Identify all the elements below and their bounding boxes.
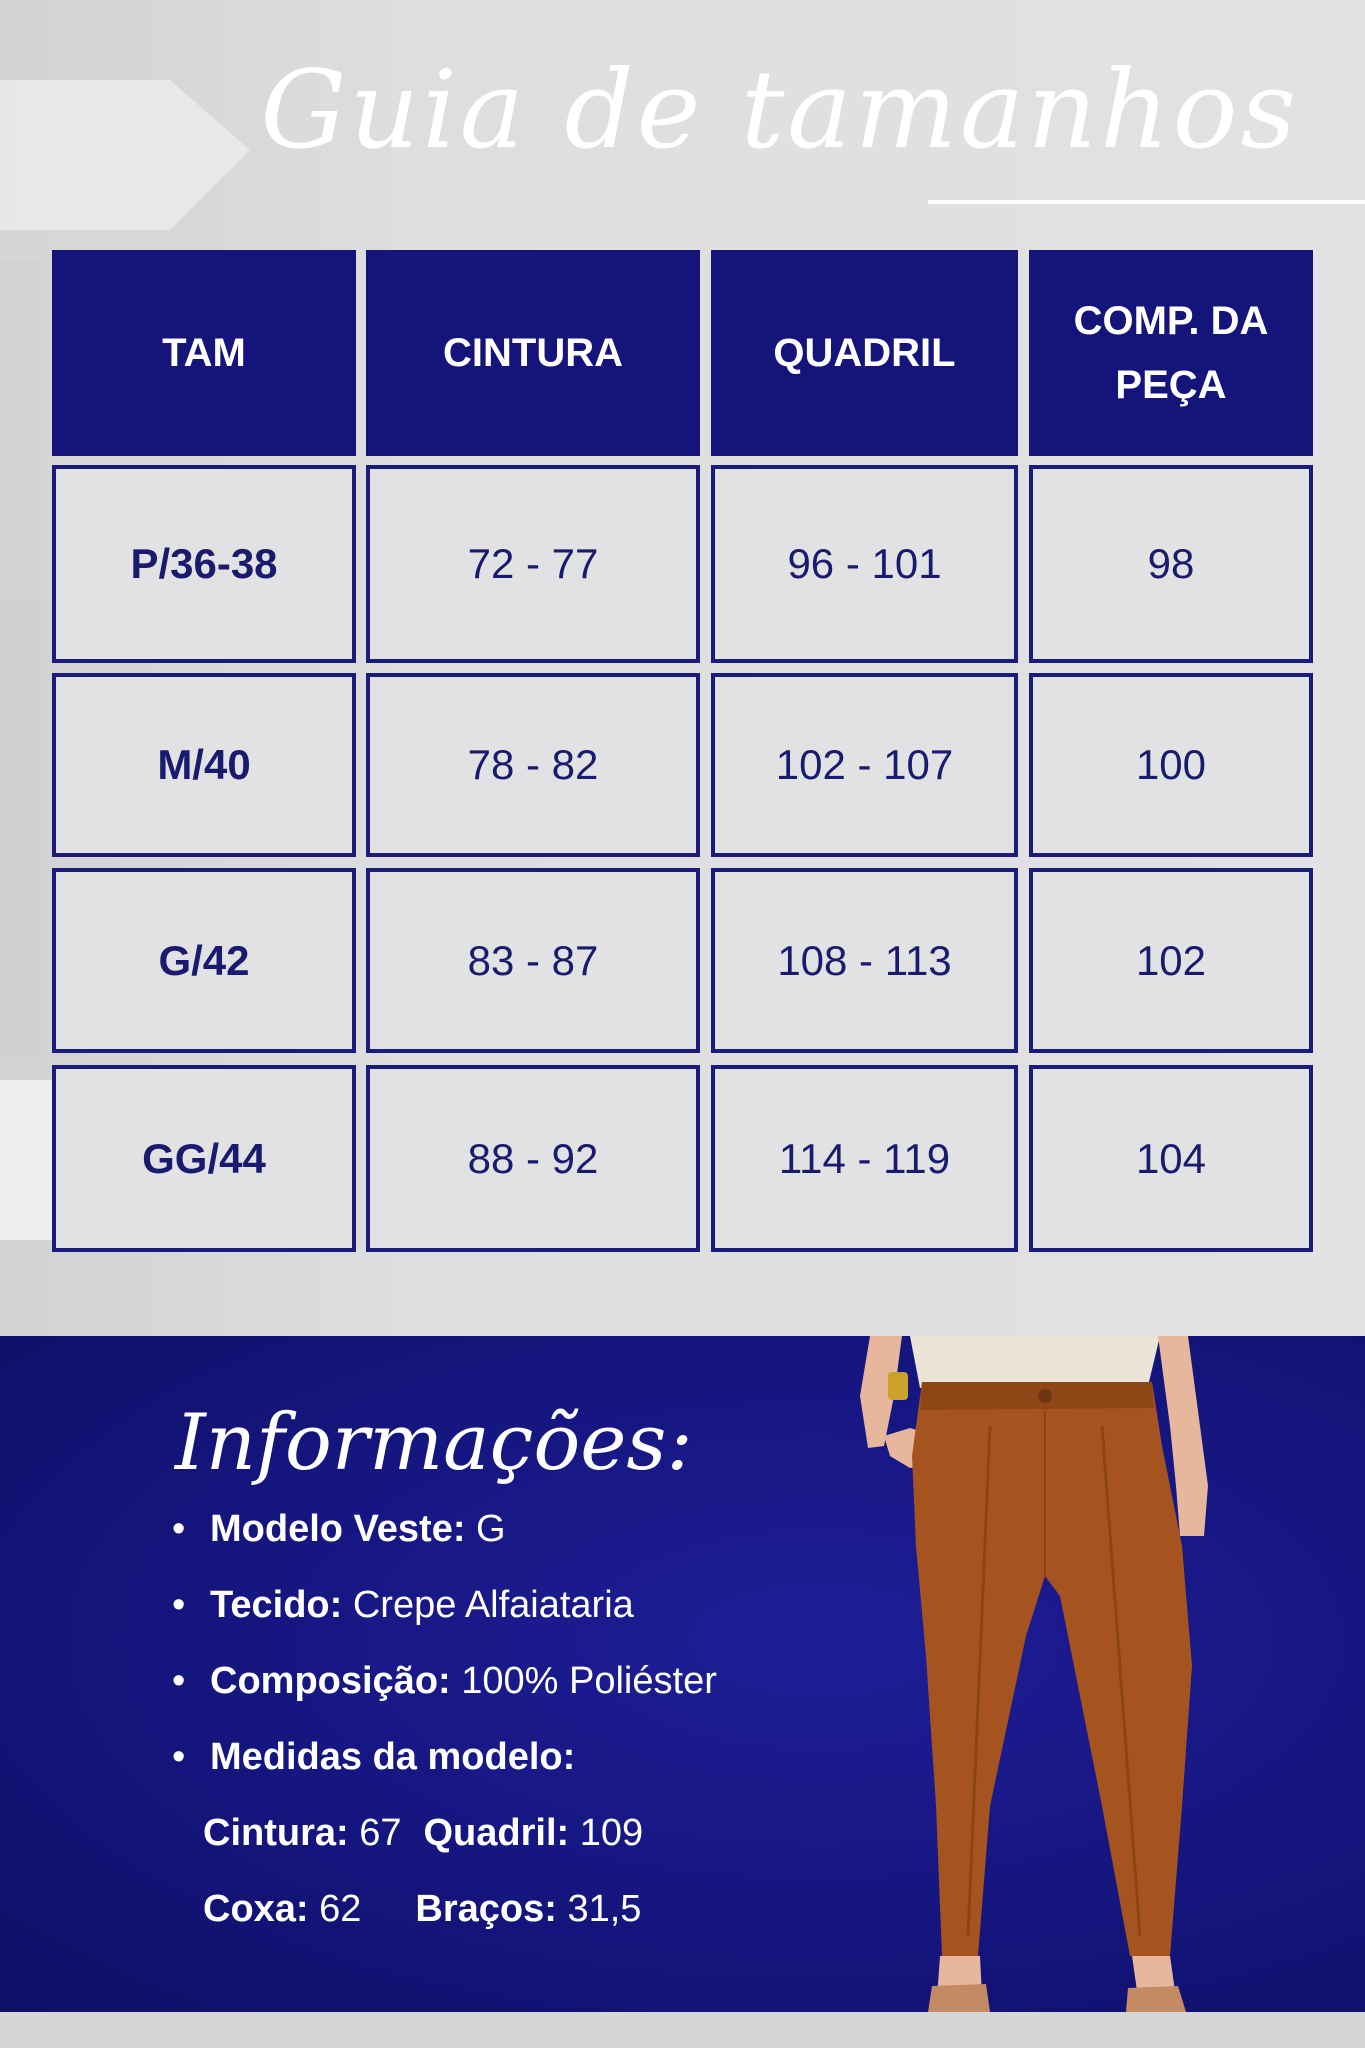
bullet-icon: • xyxy=(172,1660,186,1702)
info-value: Crepe Alfaiataria xyxy=(342,1584,634,1626)
hip-value: 109 xyxy=(569,1812,644,1854)
table-cell-waist: 72 - 77 xyxy=(366,465,700,663)
info-item-model-size xyxy=(172,1508,506,1551)
info-item-composition xyxy=(172,1660,717,1703)
info-label: Composição: xyxy=(210,1660,451,1702)
table-cell-hip: 96 - 101 xyxy=(711,465,1018,663)
thigh-value: 62 xyxy=(308,1888,362,1930)
info-panel xyxy=(0,1336,1365,2012)
table-cell-waist: 83 - 87 xyxy=(366,868,700,1053)
table-cell-size: GG/44 xyxy=(52,1065,356,1252)
table-cell-waist: 88 - 92 xyxy=(366,1065,700,1252)
bullet-icon: • xyxy=(172,1584,186,1626)
info-label: Medidas da modelo: xyxy=(210,1736,576,1778)
arms-value: 31,5 xyxy=(556,1888,642,1930)
table-cell-size: G/42 xyxy=(52,868,356,1053)
info-label: Modelo Veste: xyxy=(210,1508,466,1550)
table-cell-length: 104 xyxy=(1029,1065,1313,1252)
info-value: 100% Poliéster xyxy=(450,1660,717,1702)
header-size: TAM xyxy=(52,250,356,456)
info-value: G xyxy=(465,1508,506,1550)
table-cell-length: 100 xyxy=(1029,673,1313,857)
header-length: COMP. DA PEÇA xyxy=(1029,250,1313,456)
waist-value: 67 xyxy=(348,1812,402,1854)
info-item-model-measures xyxy=(172,1736,575,1779)
info-label: Tecido: xyxy=(210,1584,343,1626)
table-cell-size: P/36-38 xyxy=(52,465,356,663)
header-waist: CINTURA xyxy=(366,250,700,456)
measure-line-thigh-arms xyxy=(203,1888,641,1931)
table-cell-hip: 102 - 107 xyxy=(711,673,1018,857)
arms-label: Braços: xyxy=(415,1888,557,1930)
bottom-strip xyxy=(0,2012,1365,2048)
page-title: Guia de tamanhos xyxy=(260,48,1299,173)
table-cell-hip: 108 - 113 xyxy=(711,868,1018,1053)
waist-label: Cintura: xyxy=(203,1812,349,1854)
bullet-icon: • xyxy=(172,1736,186,1778)
header-hip: QUADRIL xyxy=(711,250,1018,456)
model-photo xyxy=(840,1336,1240,2012)
table-cell-waist: 78 - 82 xyxy=(366,673,700,857)
bullet-icon: • xyxy=(172,1508,186,1550)
table-cell-hip: 114 - 119 xyxy=(711,1065,1018,1252)
thigh-label: Coxa: xyxy=(203,1888,309,1930)
info-title: Informações: xyxy=(175,1398,693,1488)
table-cell-length: 98 xyxy=(1029,465,1313,663)
info-item-fabric xyxy=(172,1584,634,1627)
hip-label: Quadril: xyxy=(423,1812,570,1854)
table-cell-size: M/40 xyxy=(52,673,356,857)
table-cell-length: 102 xyxy=(1029,868,1313,1053)
measure-line-waist-hip xyxy=(203,1812,643,1855)
